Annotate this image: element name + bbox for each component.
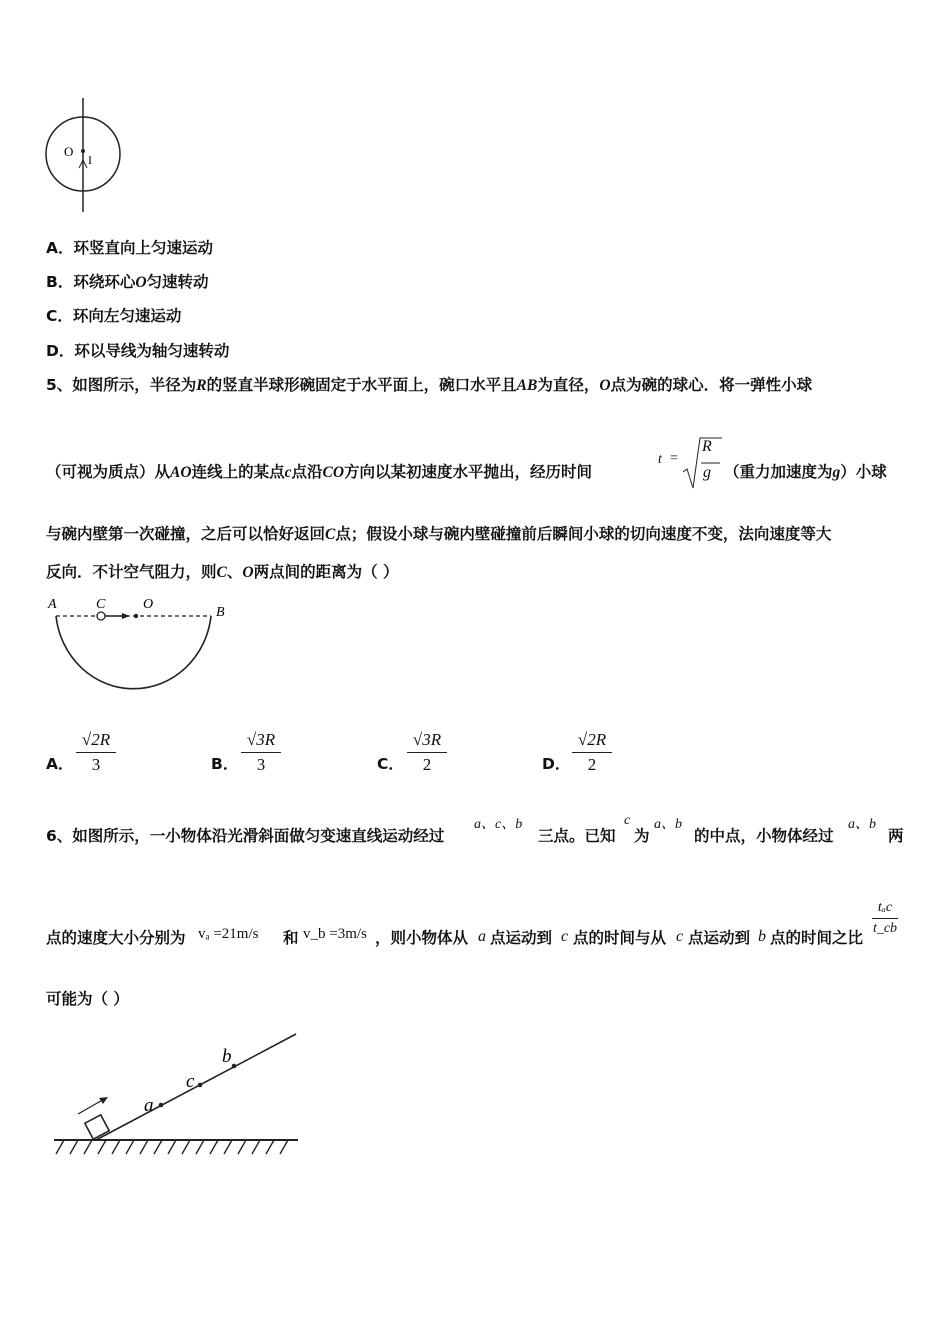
q5-line-2a: （可视为质点）从AO连线上的某点c点沿CO方向以某初速度水平抛出，经历时间	[46, 463, 593, 481]
incline-figure	[50, 1028, 302, 1160]
ring-wire-figure	[40, 96, 130, 214]
q5-line-1: 5、如图所示，半径为R的竖直半球形碗固定于水平面上，碗口水平且AB为直径，O点为碗的球心．将一弹性小球	[46, 376, 813, 394]
q6-time-ratio: tₐc t_cb	[872, 900, 898, 936]
q5-option-b-value: √3R 3	[241, 730, 281, 775]
q5-option-c-key: C．	[377, 755, 404, 773]
q6-p4: b	[758, 928, 766, 945]
ring-center-label: O	[64, 144, 74, 159]
q6-line-2c: 点运动到	[490, 929, 553, 947]
q6-c-var: c	[624, 813, 631, 828]
q5-option-c-value: √3R 2	[407, 730, 447, 775]
q5-line-4: 反向．不计空气阻力，则C、O两点间的距离为（ ）	[46, 563, 399, 581]
q6-line-3: 可能为（ ）	[46, 990, 129, 1008]
incline-point-a: a	[144, 1095, 154, 1116]
incline-point-b: b	[222, 1046, 232, 1067]
q6-line-1b: 三点。已知	[538, 827, 616, 845]
q6-points-1: a、c、b	[474, 817, 523, 832]
q6-p2: c	[561, 928, 569, 945]
bowl-label-c: C	[96, 597, 106, 612]
q6-vb: v_b =3m/s	[303, 926, 367, 942]
q4-option-b: B．环绕环心O匀速转动	[46, 273, 209, 291]
q5-option-a-value: √2R 3	[76, 730, 116, 775]
q5-option-d-value: √2R 2	[572, 730, 612, 775]
q6-p3: c	[676, 928, 684, 945]
time-formula: t = R g	[658, 432, 722, 492]
bowl-label-a: A	[48, 597, 57, 612]
q6-p1: a	[478, 928, 486, 945]
q4-option-d: D．环以导线为轴匀速转动	[46, 342, 230, 360]
q6-points-2: a、b	[654, 817, 682, 832]
q4-option-c: C．环向左匀速运动	[46, 307, 182, 325]
q6-line-2b: ，则小物体从	[375, 929, 469, 947]
q6-line-1c: 为	[634, 827, 650, 845]
q6-line-1a: 6、如图所示，一小物体沿光滑斜面做匀变速直线运动经过	[46, 827, 445, 845]
q4-option-a: A．环竖直向上匀速运动	[46, 239, 214, 257]
q6-line-1e: 两	[888, 827, 904, 845]
incline-point-c: c	[186, 1071, 195, 1092]
bowl-figure	[44, 592, 244, 704]
q6-line-2a: 点的速度大小分别为	[46, 929, 186, 947]
q6-va: vₐ =21m/s	[198, 926, 259, 942]
q6-line-2d: 点的时间与从	[573, 929, 667, 947]
q5-option-b-key: B．	[211, 755, 239, 773]
q6-and: 和	[283, 929, 299, 947]
q5-option-a-key: A．	[46, 755, 74, 773]
q5-line-3: 与碗内壁第一次碰撞，之后可以恰好返回C点；假设小球与碗内壁碰撞前后瞬间小球的切向速度不变，法向速度等大	[46, 525, 832, 543]
current-label: I	[88, 153, 92, 167]
bowl-label-o: O	[143, 597, 154, 612]
q6-line-2f: 点的时间之比	[770, 929, 864, 947]
q6-points-3: a、b	[848, 817, 876, 832]
q5-line-2b: （重力加速度为g）小球	[724, 463, 887, 481]
q6-line-2e: 点运动到	[688, 929, 751, 947]
q6-line-1d: 的中点，小物体经过	[694, 827, 834, 845]
q5-option-d-key: D．	[542, 755, 571, 773]
bowl-label-b: B	[216, 605, 225, 620]
